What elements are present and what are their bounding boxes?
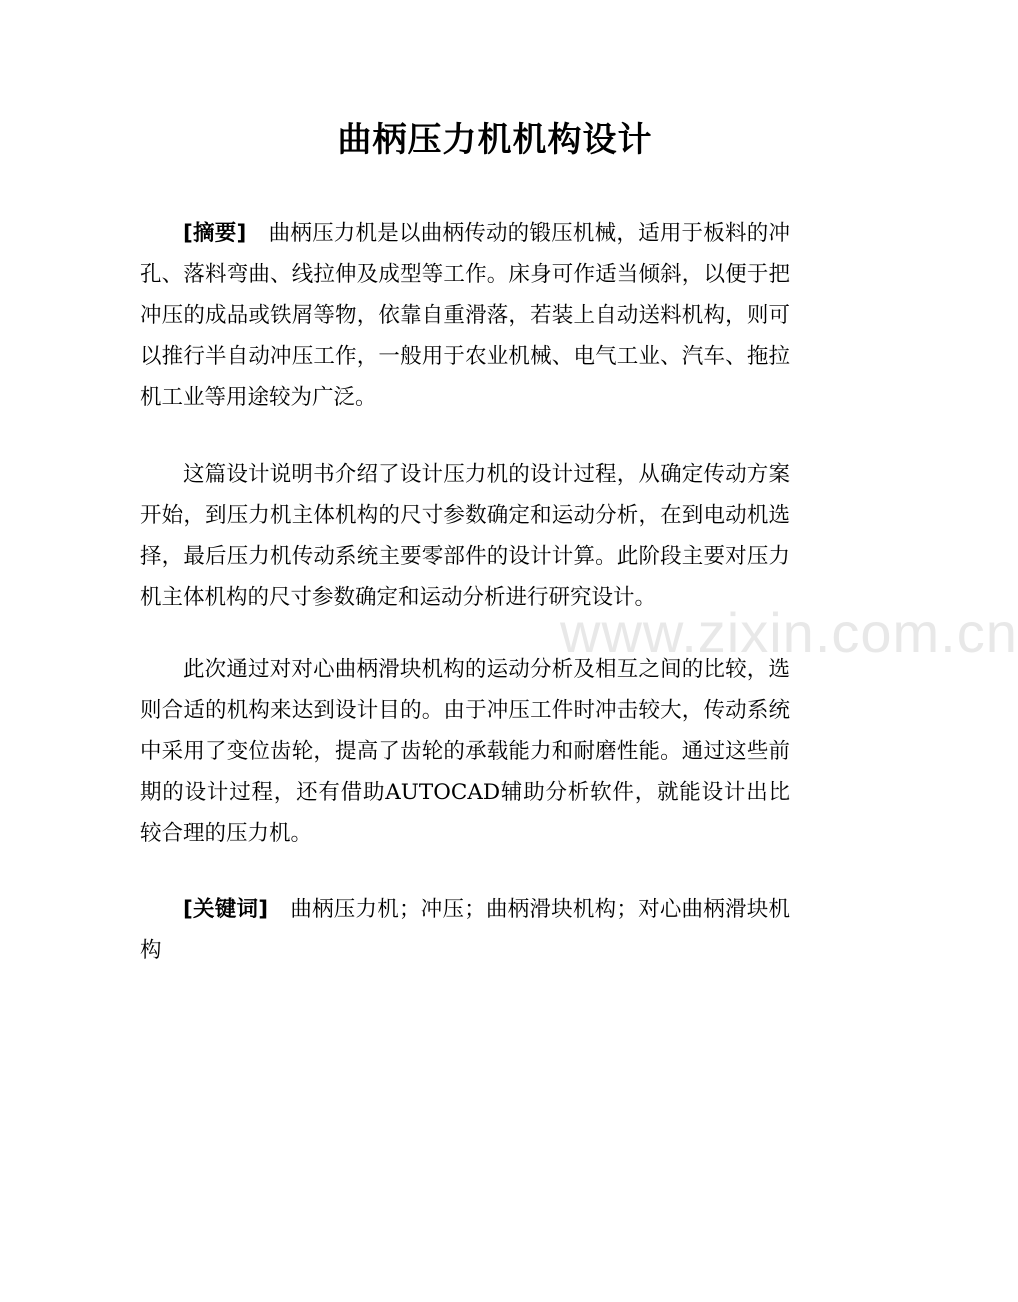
paragraph-3-text: 此次通过对对心曲柄滑块机构的运动分析及相互之间的比较，选则合适的机构来达到设计目的。由于冲压工件时冲击较大，传动系统中采用了变位齿轮，提高了齿轮的承载能力和耐磨性能。通过这些前期的设计过程，还有借助AUTOCAD辅助分析软件，就能设计出比较合理的压力机。 xyxy=(140,657,790,846)
watermark: www.zixin.com.cn xyxy=(560,601,1018,664)
abstract-label: [摘要] xyxy=(183,221,247,246)
paragraph-2-text: 这篇设计说明书介绍了设计压力机的设计过程，从确定传动方案开始，到压力机主体机构的尺寸参数确定和运动分析，在到电动机选择，最后压力机传动系统主要零部件的设计计算。此阶段主要对压力机主体机构的尺寸参数确定和运动分析进行研究设计。 xyxy=(140,462,790,610)
keywords-text: 曲柄压力机；冲压；曲柄滑块机构；对心曲柄滑块机构 xyxy=(140,897,790,963)
keywords-label: [关键词] xyxy=(183,897,269,922)
abstract-paragraph xyxy=(140,213,790,418)
document-title: 曲柄压力机机构设计 xyxy=(337,120,653,160)
keywords-paragraph xyxy=(140,889,790,971)
body-paragraph-2 xyxy=(140,454,790,618)
abstract-text: 曲柄压力机是以曲柄传动的锻压机械，适用于板料的冲孔、落料弯曲、线拉伸及成型等工作。床身可作适当倾斜，以便于把冲压的成品或铁屑等物，依靠自重滑落，若装上自动送料机构，则可以推行半自动冲压工作，一般用于农业机械、电气工业、汽车、拖拉机工业等用途较为广泛。 xyxy=(140,221,790,410)
body-paragraph-3 xyxy=(140,649,790,854)
